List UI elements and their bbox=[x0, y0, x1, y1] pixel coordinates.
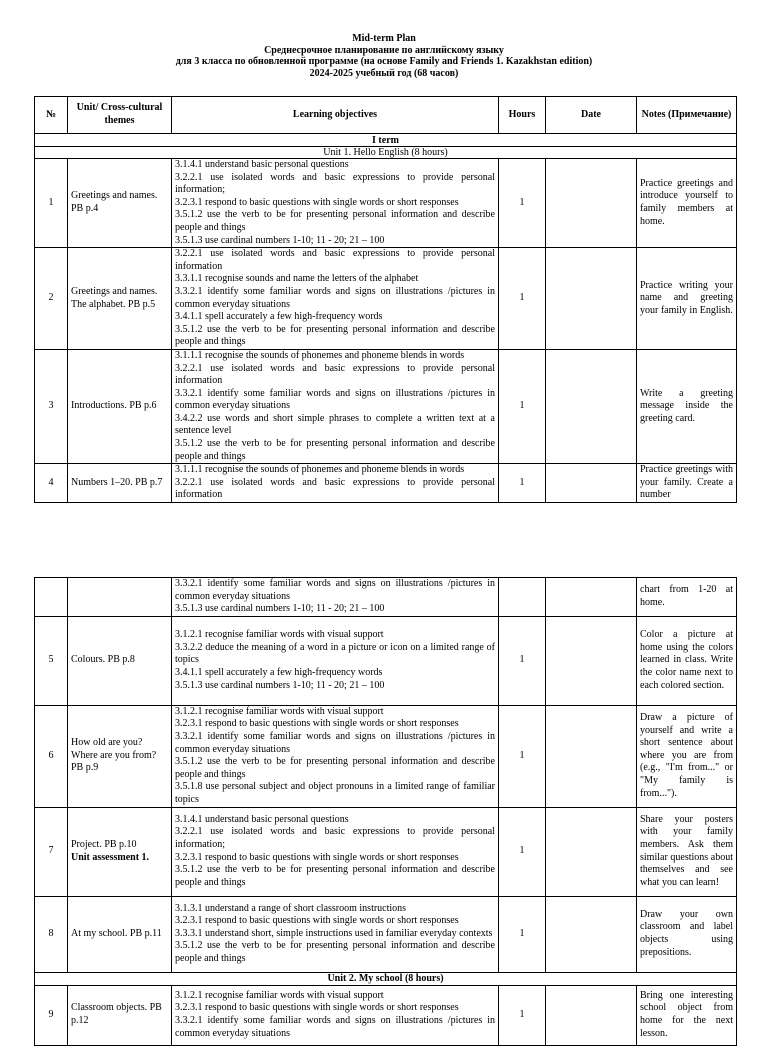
header-hours: Hours bbox=[499, 97, 546, 134]
objective-item: 3.3.2.1 identify some familiar words and signs on illustrations /pictures in common everyday situations bbox=[175, 387, 495, 412]
row-theme-text: Numbers 1–20. PB p.7 bbox=[71, 476, 163, 488]
objective-item: 3.2.3.1 respond to basic questions with single words or short responses bbox=[175, 1002, 459, 1014]
row-hours: 1 bbox=[499, 896, 546, 972]
table-row bbox=[35, 705, 737, 807]
row-note: Practice writing your name and greeting your family in English. bbox=[637, 248, 737, 350]
unit-row bbox=[35, 972, 737, 985]
objective-item: 3.4.2.2 use words and short simple phrases to complete a written text at a sentence level bbox=[175, 412, 495, 437]
row-theme-text: Greetings and names. The alphabet. PB p.5 bbox=[71, 285, 158, 310]
row-theme bbox=[68, 248, 172, 350]
row-hours bbox=[499, 578, 546, 617]
row-date bbox=[546, 159, 637, 248]
row-date bbox=[546, 807, 637, 896]
objective-item: 3.1.1.1 recognise the sounds of phonemes and phoneme blends in words bbox=[175, 464, 465, 476]
term-row bbox=[35, 134, 737, 147]
row-date bbox=[546, 578, 637, 617]
objective-item: 3.3.2.1 identify some familiar words and signs on illustrations /pictures in common everyday situations bbox=[175, 730, 495, 755]
objective-item: 3.3.2.1 identify some familiar words and signs on illustrations /pictures in common everyday situations bbox=[175, 578, 495, 602]
row-hours: 1 bbox=[499, 807, 546, 896]
row-number: 6 bbox=[35, 705, 68, 807]
row-number: 3 bbox=[35, 349, 68, 463]
header-unit: Unit/ Cross-cultural themes bbox=[68, 97, 172, 134]
row-theme bbox=[68, 985, 172, 1045]
title-line-1: Mid-term Plan bbox=[352, 33, 416, 44]
row-date bbox=[546, 349, 637, 463]
objective-item: 3.5.1.2 use the verb to be for presenting personal information and describe people and things bbox=[175, 209, 495, 233]
objective-item: 3.2.2.1 use isolated words and basic expressions to provide personal information bbox=[175, 476, 495, 501]
row-note: Draw a picture of yourself and write a short sentence about where you are from (e.g., "I'm from..." or "My family is from..."). bbox=[637, 705, 737, 807]
objective-item: 3.4.1.1 spell accurately a few high-frequency words bbox=[175, 667, 383, 679]
row-note: Bring one interesting school object from home for the next lesson. bbox=[637, 985, 737, 1045]
row-note: Draw your own classroom and label objects using prepositions. bbox=[637, 896, 737, 972]
row-hours: 1 bbox=[499, 349, 546, 463]
unit-2-label: Unit 2. My school (8 hours) bbox=[35, 972, 737, 985]
row-date bbox=[546, 464, 637, 503]
objective-item: 3.2.2.1 use isolated words and basic expressions to provide personal information bbox=[175, 362, 495, 387]
table-row bbox=[35, 159, 737, 248]
objective-item: 3.2.3.1 respond to basic questions with single words or short responses bbox=[175, 718, 459, 730]
objective-item: 3.1.4.1 understand basic personal questions bbox=[175, 159, 349, 170]
row-date bbox=[546, 896, 637, 972]
row-number bbox=[35, 578, 68, 617]
row-note: Share your posters with your family members. Ask them similar questions about themselves and see what you can learn! bbox=[637, 807, 737, 896]
row-hours: 1 bbox=[499, 705, 546, 807]
objective-item: 3.2.2.1 use isolated words and basic expressions to provide personal information; bbox=[175, 826, 495, 850]
plan-table-page-2 bbox=[34, 577, 737, 1046]
row-theme bbox=[68, 705, 172, 807]
objective-item: 3.3.2.1 identify some familiar words and signs on illustrations /pictures in common everyday situations bbox=[175, 285, 495, 310]
row-theme bbox=[68, 807, 172, 896]
row-date bbox=[546, 616, 637, 705]
row-theme-assessment: Unit assessment 1. bbox=[71, 851, 150, 863]
row-objectives bbox=[172, 248, 499, 350]
row-hours: 1 bbox=[499, 248, 546, 350]
row-objectives bbox=[172, 616, 499, 705]
row-theme-text: Colours. PB p.8 bbox=[71, 654, 135, 666]
objective-item: 3.4.1.1 spell accurately a few high-frequency words bbox=[175, 311, 383, 323]
objective-item: 3.2.3.1 respond to basic questions with single words or short responses bbox=[175, 915, 459, 927]
row-date bbox=[546, 985, 637, 1045]
objective-item: 3.1.3.1 understand a range of short classroom instructions bbox=[175, 902, 407, 914]
term-label: I term bbox=[35, 134, 737, 147]
header-date: Date bbox=[546, 97, 637, 134]
objective-item: 3.5.1.3 use cardinal numbers 1-10; 11 - 20; 21 – 100 bbox=[175, 679, 385, 691]
table-row bbox=[35, 248, 737, 350]
table-header-row bbox=[35, 97, 737, 134]
objective-item: 3.5.1.2 use the verb to be for presenting personal information and describe people and things bbox=[175, 940, 495, 964]
row-objectives bbox=[172, 464, 499, 503]
objective-item: 3.5.1.2 use the verb to be for presenting personal information and describe people and things bbox=[175, 864, 495, 888]
title-line-3: для 3 класса по обновленной программе (на основе Family and Friends 1. Kazakhstan edition) bbox=[175, 56, 593, 67]
objective-item: 3.1.2.1 recognise familiar words with visual support bbox=[175, 705, 384, 717]
row-objectives bbox=[172, 985, 499, 1045]
row-note: Color a picture at home using the colors learned in class. Write the color name next to each colored section. bbox=[637, 616, 737, 705]
row-note: chart from 1-20 at home. bbox=[637, 578, 737, 617]
table-row bbox=[35, 807, 737, 896]
row-note: Practice greetings and introduce yourself to family members at home. bbox=[637, 159, 737, 248]
row-objectives bbox=[172, 159, 499, 248]
table-row bbox=[35, 349, 737, 463]
title-line-4: 2024-2025 учебный год (68 часов) bbox=[309, 67, 459, 79]
row-date bbox=[546, 248, 637, 350]
row-note: Write a greeting message inside the greeting card. bbox=[637, 349, 737, 463]
objective-item: 3.1.2.1 recognise familiar words with visual support bbox=[175, 629, 384, 641]
objective-item: 3.2.3.1 respond to basic questions with single words or short responses bbox=[175, 851, 459, 863]
row-theme bbox=[68, 464, 172, 503]
objective-item: 3.1.2.1 recognise familiar words with visual support bbox=[175, 989, 384, 1001]
row-theme bbox=[68, 578, 172, 617]
row-number: 2 bbox=[35, 248, 68, 350]
row-theme-text: Greetings and names. PB p.4 bbox=[71, 190, 158, 215]
objective-item: 3.1.4.1 understand basic personal questions bbox=[175, 813, 349, 825]
row-objectives bbox=[172, 807, 499, 896]
objective-item: 3.5.1.2 use the verb to be for presenting personal information and describe people and things bbox=[175, 756, 495, 780]
table-row bbox=[35, 578, 737, 617]
row-hours: 1 bbox=[499, 616, 546, 705]
objective-item: 3.3.3.1 understand short, simple instructions used in familiar everyday contexts bbox=[175, 927, 493, 939]
row-theme-text: Introductions. PB p.6 bbox=[71, 400, 157, 412]
row-theme-text: Project. PB p.10 bbox=[71, 838, 137, 850]
title-line-2: Среднесрочное планирование по английскому языку bbox=[264, 44, 504, 56]
row-objectives bbox=[172, 896, 499, 972]
objective-item: 3.3.2.1 identify some familiar words and signs on illustrations /pictures in common everyday situations bbox=[175, 1015, 495, 1039]
table-row bbox=[35, 464, 737, 503]
header-notes: Notes (Примечание) bbox=[637, 97, 737, 134]
objective-item: 3.5.1.3 use cardinal numbers 1-10; 11 - 20; 21 – 100 bbox=[175, 603, 385, 615]
row-date bbox=[546, 705, 637, 807]
objective-item: 3.2.2.1 use isolated words and basic expressions to provide personal information; bbox=[175, 171, 495, 196]
row-objectives bbox=[172, 578, 499, 617]
plan-table-page-1 bbox=[34, 96, 737, 503]
header-num: № bbox=[35, 97, 68, 134]
row-number: 9 bbox=[35, 985, 68, 1045]
row-number: 5 bbox=[35, 616, 68, 705]
unit-1-label: Unit 1. Hello English (8 hours) bbox=[35, 147, 737, 159]
objective-item: 3.2.3.1 respond to basic questions with single words or short responses bbox=[175, 196, 459, 208]
objective-item: 3.5.1.8 use personal subject and object pronouns in a limited range of familiar topics bbox=[175, 781, 495, 805]
row-number: 1 bbox=[35, 159, 68, 248]
row-theme-text: How old are you? Where are you from? PB p.9 bbox=[71, 737, 157, 774]
row-objectives bbox=[172, 349, 499, 463]
objective-item: 3.2.2.1 use isolated words and basic expressions to provide personal information bbox=[175, 248, 495, 272]
row-theme-text: Classroom objects. PB p.12 bbox=[71, 1002, 162, 1027]
row-hours: 1 bbox=[499, 464, 546, 503]
objective-item: 3.3.2.2 deduce the meaning of a word in a picture or icon on a limited range of topics bbox=[175, 641, 495, 666]
header-objectives: Learning objectives bbox=[172, 97, 499, 134]
row-number: 8 bbox=[35, 896, 68, 972]
objective-item: 3.5.1.3 use cardinal numbers 1-10; 11 - 20; 21 – 100 bbox=[175, 234, 385, 246]
row-number: 7 bbox=[35, 807, 68, 896]
table-row bbox=[35, 616, 737, 705]
unit-row bbox=[35, 147, 737, 159]
row-theme bbox=[68, 159, 172, 248]
objective-item: 3.5.1.2 use the verb to be for presenting personal information and describe people and things bbox=[175, 323, 495, 348]
table-row bbox=[35, 896, 737, 972]
objective-item: 3.3.1.1 recognise sounds and name the letters of the alphabet bbox=[175, 273, 419, 285]
row-hours: 1 bbox=[499, 985, 546, 1045]
table-row bbox=[35, 985, 737, 1045]
objective-item: 3.5.1.2 use the verb to be for presenting personal information and describe people and things bbox=[175, 438, 495, 462]
row-theme bbox=[68, 896, 172, 972]
objective-item: 3.1.1.1 recognise the sounds of phonemes and phoneme blends in words bbox=[175, 349, 465, 361]
row-number: 4 bbox=[35, 464, 68, 503]
row-hours: 1 bbox=[499, 159, 546, 248]
row-note: Practice greetings with your family. Create a number bbox=[637, 464, 737, 503]
row-objectives bbox=[172, 705, 499, 807]
row-theme bbox=[68, 616, 172, 705]
document-heading bbox=[0, 33, 768, 79]
row-theme bbox=[68, 349, 172, 463]
row-theme-text: At my school. PB p.11 bbox=[71, 927, 162, 939]
